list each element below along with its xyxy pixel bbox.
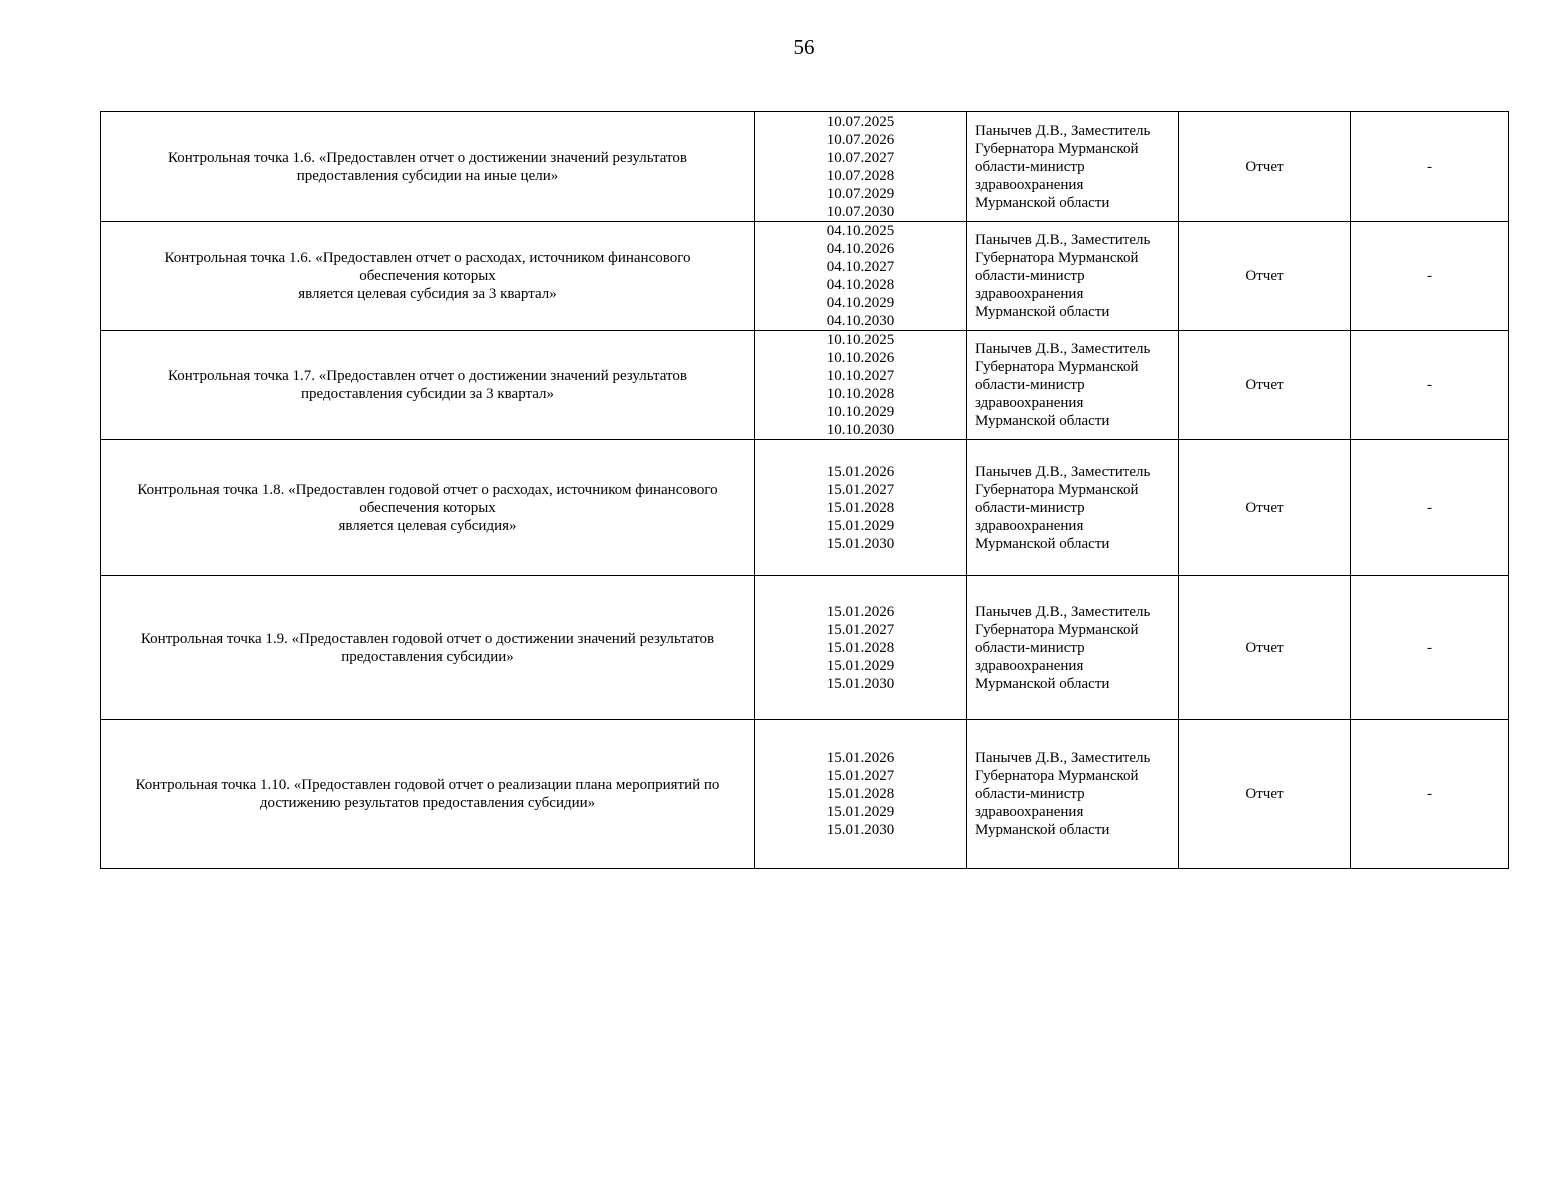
deadline-dates-cell: [755, 112, 967, 222]
responsible-line: области-министр: [975, 499, 1085, 516]
table-row: [101, 720, 1509, 869]
page-number: 56: [793, 35, 815, 59]
deadline-date: 04.10.2027: [826, 259, 895, 275]
deadline-date: 04.10.2025: [826, 223, 895, 239]
deadline-date: 10.10.2029: [826, 404, 895, 420]
responsible-line: Мурманской области: [975, 535, 1110, 552]
deadline-date: 15.01.2027: [826, 621, 895, 638]
responsible-line: здравоохранения: [975, 176, 1084, 193]
responsible-person-cell: [967, 576, 1179, 720]
responsible-line: Панычев Д.В., Заместитель: [975, 603, 1151, 620]
responsible-line: Губернатора Мурманской: [975, 359, 1139, 375]
deadline-date: 15.01.2027: [826, 481, 895, 498]
responsible-line: Мурманской области: [975, 413, 1110, 429]
control-point-name-line: достижению результатов предоставления субсидии»: [259, 795, 596, 811]
deadline-date: 10.07.2030: [826, 203, 895, 220]
deadline-date: 15.01.2026: [826, 750, 895, 766]
deadline-date: 15.01.2028: [826, 639, 895, 656]
control-point-name-cell: [101, 222, 755, 331]
deadline-dates-cell: [755, 222, 967, 331]
deadline-dates-cell: [755, 720, 967, 869]
control-points-table: [100, 111, 1509, 869]
control-point-name-line: является целевая субсидия за 3 квартал»: [298, 286, 557, 302]
deadline-date: 04.10.2026: [826, 241, 895, 257]
deadline-date: 15.01.2029: [826, 657, 895, 674]
table-row: [101, 576, 1509, 720]
document-type-cell: Отчет: [1179, 331, 1351, 440]
extra-info-cell: -: [1351, 112, 1509, 222]
deadline-dates-cell: [755, 331, 967, 440]
control-point-name-line: предоставления субсидии за 3 квартал»: [300, 386, 555, 402]
control-point-name-cell: [101, 576, 755, 720]
document-type-cell: Отчет: [1179, 222, 1351, 331]
responsible-line: Губернатора Мурманской: [975, 140, 1139, 157]
deadline-dates-cell: [755, 440, 967, 576]
responsible-line: Губернатора Мурманской: [975, 250, 1139, 266]
responsible-line: области-министр: [975, 268, 1085, 284]
control-point-name-cell: [101, 720, 755, 869]
responsible-line: здравоохранения: [975, 657, 1084, 674]
table-body: [101, 112, 1509, 869]
control-point-name-line: обеспечения которых: [359, 268, 496, 284]
responsible-line: Губернатора Мурманской: [975, 481, 1139, 498]
control-point-name-cell: [101, 331, 755, 440]
responsible-line: здравоохранения: [975, 286, 1084, 302]
responsible-line: области-министр: [975, 786, 1085, 802]
extra-info-cell: -: [1351, 720, 1509, 869]
responsible-line: Мурманской области: [975, 194, 1110, 211]
responsible-line: Губернатора Мурманской: [975, 768, 1139, 784]
extra-info-cell: -: [1351, 576, 1509, 720]
responsible-line: здравоохранения: [975, 517, 1084, 534]
deadline-date: 10.07.2027: [826, 149, 895, 166]
responsible-line: области-министр: [975, 377, 1085, 393]
responsible-line: Панычев Д.В., Заместитель: [975, 341, 1151, 357]
control-point-name-line: обеспечения которых: [359, 499, 496, 516]
deadline-date: 04.10.2028: [826, 277, 895, 293]
responsible-line: области-министр: [975, 158, 1085, 175]
document-type-cell: Отчет: [1179, 440, 1351, 576]
table-row: [101, 222, 1509, 331]
responsible-line: Панычев Д.В., Заместитель: [975, 232, 1151, 248]
extra-info-cell: -: [1351, 440, 1509, 576]
responsible-line: Панычев Д.В., Заместитель: [975, 122, 1151, 139]
deadline-date: 15.01.2028: [826, 499, 895, 516]
deadline-date: 10.07.2028: [826, 167, 895, 184]
control-point-name-line: является целевая субсидия»: [338, 517, 517, 534]
control-point-name-line: Контрольная точка 1.8. «Предоставлен годовой отчет о расходах, источником финансового: [137, 481, 718, 498]
responsible-line: Панычев Д.В., Заместитель: [975, 463, 1151, 480]
responsible-line: Мурманской области: [975, 675, 1110, 692]
control-point-name-cell: [101, 440, 755, 576]
responsible-line: Мурманской области: [975, 304, 1110, 320]
document-type-cell: Отчет: [1179, 720, 1351, 869]
deadline-date: 15.01.2030: [826, 822, 895, 838]
deadline-date: 04.10.2029: [826, 295, 895, 311]
responsible-line: Панычев Д.В., Заместитель: [975, 750, 1151, 766]
deadline-date: 10.10.2027: [826, 368, 895, 384]
deadline-date: 15.01.2029: [826, 804, 895, 820]
responsible-person-cell: [967, 112, 1179, 222]
responsible-line: здравоохранения: [975, 395, 1084, 411]
responsible-line: Мурманской области: [975, 822, 1110, 838]
responsible-person-cell: [967, 331, 1179, 440]
responsible-person-cell: [967, 720, 1179, 869]
extra-info-cell: -: [1351, 222, 1509, 331]
control-point-name-cell: [101, 112, 755, 222]
extra-info-cell: -: [1351, 331, 1509, 440]
deadline-date: 15.01.2028: [826, 786, 895, 802]
deadline-date: 10.07.2025: [826, 113, 895, 130]
responsible-line: области-министр: [975, 639, 1085, 656]
deadline-date: 10.10.2025: [826, 332, 895, 348]
responsible-line: Губернатора Мурманской: [975, 621, 1139, 638]
deadline-date: 10.10.2026: [826, 350, 895, 366]
deadline-date: 15.01.2026: [826, 463, 895, 480]
control-point-name-line: Контрольная точка 1.9. «Предоставлен годовой отчет о достижении значений результатов: [140, 630, 715, 647]
control-point-name-line: Контрольная точка 1.7. «Предоставлен отчет о достижении значений результатов: [168, 368, 687, 384]
control-point-name-line: Контрольная точка 1.6. «Предоставлен отчет о расходах, источником финансового: [164, 250, 691, 266]
deadline-date: 15.01.2030: [826, 535, 895, 552]
deadline-date: 10.07.2029: [826, 185, 895, 202]
deadline-date: 15.01.2029: [826, 517, 895, 534]
document-type-cell: Отчет: [1179, 112, 1351, 222]
deadline-date: 10.10.2030: [826, 422, 895, 438]
deadline-date: 10.07.2026: [826, 131, 895, 148]
document-type-cell: Отчет: [1179, 576, 1351, 720]
deadline-date: 10.10.2028: [826, 386, 895, 402]
deadline-date: 15.01.2026: [826, 603, 895, 620]
table-row: [101, 112, 1509, 222]
deadline-date: 15.01.2030: [826, 675, 895, 692]
deadline-date: 15.01.2027: [826, 768, 895, 784]
deadline-dates-cell: [755, 576, 967, 720]
responsible-line: здравоохранения: [975, 804, 1084, 820]
deadline-date: 04.10.2030: [826, 313, 895, 329]
control-point-name-line: Контрольная точка 1.10. «Предоставлен годовой отчет о реализации плана мероприятий по: [135, 777, 720, 793]
table-row: [101, 331, 1509, 440]
table-row: [101, 440, 1509, 576]
responsible-person-cell: [967, 222, 1179, 331]
control-point-name-line: предоставления субсидии на иные цели»: [296, 167, 559, 184]
control-point-name-line: предоставления субсидии»: [341, 648, 514, 665]
control-point-name-line: Контрольная точка 1.6. «Предоставлен отчет о достижении значений результатов: [168, 149, 687, 166]
responsible-person-cell: [967, 440, 1179, 576]
